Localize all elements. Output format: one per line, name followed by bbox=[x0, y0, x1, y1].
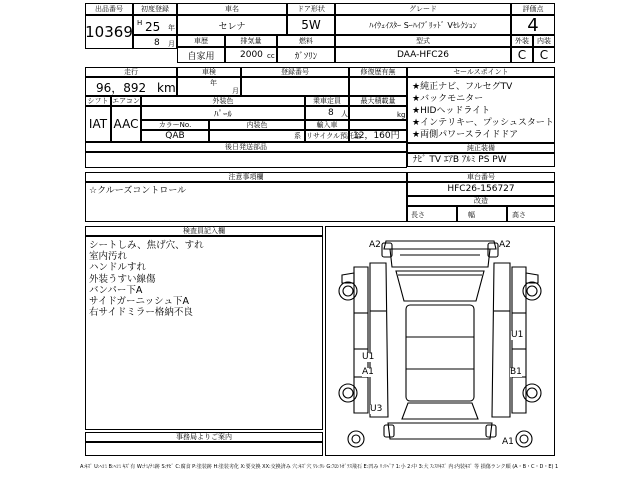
grade: ﾊｲｳｪｲｽﾀｰ Sｰﾊｲﾌﾞﾘｯﾄﾞ Vｾﾚｸｼｮﾝ bbox=[369, 20, 477, 30]
shift-cell bbox=[85, 106, 111, 142]
mark-a2-left: A2 bbox=[369, 240, 381, 250]
door-type: 5W bbox=[301, 18, 321, 32]
door-cell bbox=[287, 15, 335, 35]
color-no-header: カラーNo. bbox=[141, 120, 209, 130]
mark-a1-left: A1 bbox=[362, 367, 374, 377]
sales-points-header: セールスポイント bbox=[407, 67, 555, 77]
notes-text: ☆クルーズコントロール bbox=[89, 186, 187, 196]
width-label: 幅 bbox=[468, 211, 475, 219]
reg-month-unit: 月 bbox=[168, 40, 175, 48]
era: H bbox=[137, 19, 143, 27]
usage: 自家用 bbox=[187, 51, 215, 62]
car-name-cell bbox=[177, 15, 287, 35]
height-label: 高さ bbox=[512, 211, 526, 219]
lot-no-cell bbox=[85, 15, 133, 49]
mileage-unit: km bbox=[157, 81, 176, 95]
grade-header: グレード bbox=[335, 3, 511, 15]
parts-header: 後日発送部品 bbox=[85, 142, 407, 152]
genuine-header: 純正装備 bbox=[407, 143, 555, 153]
first-reg-year-cell bbox=[133, 15, 177, 35]
chassis-cell bbox=[407, 182, 555, 196]
sales-point-item: ★HIDヘッドライト bbox=[412, 106, 491, 116]
inspection-item: ハンドルすれ bbox=[89, 262, 147, 274]
shift: IAT bbox=[88, 117, 108, 131]
inspection-item: サイドガーニッシュ下A bbox=[89, 296, 189, 308]
mark-a2-right: A2 bbox=[499, 240, 511, 250]
ac-cell bbox=[111, 106, 141, 142]
score: 4 bbox=[527, 14, 539, 36]
shaken-header: 車検 bbox=[177, 67, 241, 77]
mark-u1-right: U1 bbox=[511, 330, 524, 340]
seats-unit: 人 bbox=[341, 110, 348, 118]
shaken-month-unit: 月 bbox=[232, 87, 239, 95]
shaken-year-unit: 年 bbox=[210, 79, 217, 87]
notes-cell bbox=[85, 182, 407, 222]
length-cell bbox=[407, 206, 457, 222]
int-color-unit: 系 bbox=[294, 132, 301, 140]
chassis-header: 車台番号 bbox=[407, 172, 555, 182]
sales-point-item: ★バックモニター bbox=[412, 94, 484, 104]
recycle-header: リサイクル預託金 bbox=[306, 132, 362, 140]
seats-cell bbox=[305, 106, 349, 120]
grade-cell bbox=[335, 15, 511, 35]
interior-header: 内装 bbox=[533, 35, 555, 47]
seats: 8 bbox=[328, 108, 334, 118]
load-unit: kg bbox=[397, 111, 406, 119]
import-value-cell bbox=[349, 120, 407, 130]
genuine-equipment: ﾅﾋﾞ TV ｴｱB ｱﾙﾐ PS PW bbox=[413, 155, 507, 165]
office-cell bbox=[85, 442, 323, 456]
notes-header: 注意事項欄 bbox=[85, 172, 407, 182]
repair-cell bbox=[349, 77, 407, 96]
modify-header: 改造 bbox=[407, 196, 555, 206]
color-header: 外装色 bbox=[141, 96, 305, 106]
seats-header: 乗車定員 bbox=[305, 96, 349, 106]
parts-cell bbox=[85, 152, 407, 168]
genuine-cell bbox=[407, 153, 555, 167]
inspection-notes bbox=[85, 236, 323, 430]
height-cell bbox=[507, 206, 555, 222]
import-header: 輸入車 bbox=[305, 120, 349, 130]
model: DAA-HFC26 bbox=[396, 50, 450, 60]
fuel-header: 燃料 bbox=[277, 35, 335, 47]
model-header: 型式 bbox=[335, 35, 511, 47]
reg-year-unit: 年 bbox=[168, 24, 175, 32]
load-cell bbox=[349, 106, 407, 120]
sales-point-item: ★純正ナビ、フルセグTV bbox=[412, 82, 513, 92]
mark-u3: U3 bbox=[370, 404, 383, 414]
length-label: 長さ bbox=[411, 211, 425, 219]
repair-header: 修復歴有無 bbox=[349, 67, 407, 77]
score-cell bbox=[511, 15, 555, 35]
vehicle-no-cell bbox=[241, 77, 349, 96]
displacement: 2000 bbox=[240, 50, 263, 60]
displacement-cell bbox=[225, 47, 277, 63]
int-color-header: 内装色 bbox=[209, 120, 305, 130]
recycle-cell bbox=[349, 130, 407, 142]
score-header: 評価点 bbox=[511, 3, 555, 15]
fuel: ｶﾞｿﾘﾝ bbox=[294, 51, 318, 62]
sales-points-list bbox=[412, 81, 554, 141]
shaken-cell bbox=[177, 77, 241, 96]
mark-b1-right: B1 bbox=[510, 367, 522, 377]
model-cell bbox=[335, 47, 511, 63]
usage-cell bbox=[177, 47, 225, 63]
shift-header: シフト bbox=[85, 96, 111, 106]
fuel-cell bbox=[277, 47, 335, 63]
inspection-item: 外装うすい線傷 bbox=[89, 273, 156, 285]
interior-cell bbox=[533, 47, 555, 63]
mark-u1-left: U1 bbox=[362, 352, 375, 362]
damage-diagram-box bbox=[325, 226, 555, 456]
car-name-header: 車名 bbox=[177, 3, 287, 15]
mark-a1-bottom: A1 bbox=[502, 437, 514, 447]
reg-month-cell bbox=[133, 35, 177, 49]
ac-header: エアコン bbox=[112, 97, 140, 105]
first-reg-header: 初度登録 bbox=[133, 3, 177, 15]
interior-grade: C bbox=[539, 48, 549, 62]
ac: AAC bbox=[113, 117, 139, 131]
exterior-grade: C bbox=[517, 48, 527, 62]
inspection-list bbox=[89, 240, 204, 318]
color-no-cell bbox=[141, 130, 209, 142]
sales-points-box bbox=[407, 77, 555, 143]
exterior-header: 外装 bbox=[511, 35, 533, 47]
color-no: QAB bbox=[165, 131, 185, 141]
inspection-item: 室内汚れ bbox=[89, 251, 128, 263]
displacement-unit: cc bbox=[267, 52, 275, 60]
exterior-cell bbox=[511, 47, 533, 63]
lot-no: 10369 bbox=[85, 23, 133, 41]
load-header: 最大積載量 bbox=[349, 96, 407, 106]
mileage-header: 走行 bbox=[85, 67, 177, 77]
car-diagram bbox=[326, 227, 554, 455]
reg-year: 25 bbox=[145, 20, 161, 34]
office-header: 事務局よりご案内 bbox=[85, 432, 323, 442]
inspection-item: シートしみ、焦げ穴、すれ bbox=[89, 240, 204, 251]
sales-point-item: ★インテリキー、プッシュスタート bbox=[412, 118, 554, 128]
lot-no-header: 出品番号 bbox=[85, 3, 133, 15]
displacement-header: 排気量 bbox=[225, 35, 277, 47]
car-name: セレナ bbox=[218, 21, 246, 32]
usage-header: 車歴 bbox=[177, 35, 225, 47]
sales-point-item: ★両側パワースライドドア bbox=[412, 130, 519, 140]
vehicle-no-header: 登録番号 bbox=[241, 67, 349, 77]
mileage-cell bbox=[85, 77, 177, 96]
int-color-cell bbox=[209, 130, 305, 142]
chassis-no: HFC26-156727 bbox=[447, 184, 515, 194]
color-cell bbox=[141, 106, 305, 120]
damage-legend: A:ｷｽﾞ U:ﾍｺﾐ B:ﾍｺﾐ ｷｽﾞ有 W:ﾅﾐ/ﾅﾐ跡 S:ｻﾋﾞ C:腐食 P:塗装跡 H:塗装劣化 X:要交換 XX:交換済み 穴:ｷｽﾞ穴 ﾜﾚ:ﾜﾚ G:ﾌﾛﾝﾄｶﾞﾗｽ飛石 E:凹み ﾘ:ﾘﾍﾟｱ 1:小 2:中 3:大 ｽ:ｽﾘｷｽﾞ 内:内装ｷｽﾞ 等 損傷ランク順 (A・B・C・D・E) 1 bbox=[80, 464, 559, 470]
reg-month: 8 bbox=[154, 38, 160, 48]
recycle-fee: 12，160円 bbox=[353, 131, 400, 141]
inspection-item: 右サイドミラー格納不良 bbox=[89, 307, 193, 319]
mileage: 96，892 bbox=[96, 81, 147, 95]
inspection-header: 検査員記入欄 bbox=[85, 226, 323, 236]
width-cell bbox=[457, 206, 507, 222]
door-header: ドア形状 bbox=[287, 3, 335, 15]
inspection-item: バンパー下A bbox=[89, 284, 143, 296]
color: ﾊﾟｰﾙ bbox=[213, 109, 232, 120]
